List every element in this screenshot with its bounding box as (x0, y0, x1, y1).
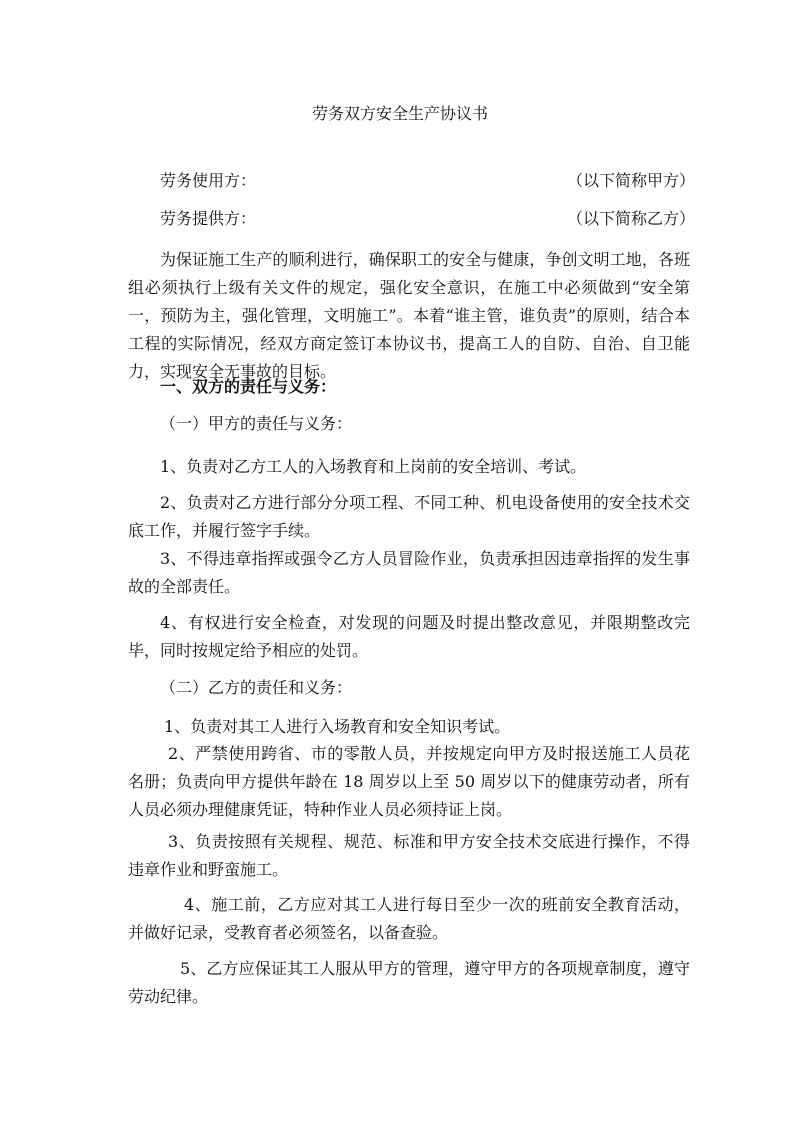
party-b-line (128, 208, 695, 230)
party-a-note: （以下简称甲方） (566, 171, 695, 190)
party-b-subheading: （二）乙方的责任和义务： (160, 678, 353, 697)
section-heading: 一、双方的责任与义务： (160, 377, 337, 396)
party-b-item-2: 2、严禁使用跨省、市的零散人员，并按规定向甲方及时报送施工人员花名册；负责向甲方提供年龄在 18 周岁以上至 50 周岁以下的健康劳动者，所有人员必须办理健康凭证，特种作业人员必须持证上岗。 (128, 744, 690, 819)
party-a-item-4: 4、有权进行安全检查，对发现的问题及时提出整改意见，并限期整改完毕，同时按规定给予相应的处罚。 (128, 613, 690, 660)
party-a-subheading: （一）甲方的责任与义务： (160, 414, 353, 433)
party-a-line (128, 170, 695, 192)
party-a-label: 劳务使用方： (160, 171, 257, 190)
party-a-item-3: 3、不得违章指挥或强令乙方人员冒险作业，负责承担因违章指挥的发生事故的全部责任。 (128, 549, 690, 596)
document-title: 劳务双方安全生产协议书 (311, 104, 488, 123)
party-a-item-1: 1、负责对乙方工人的入场教育和上岗前的安全培训、考试。 (160, 457, 587, 476)
party-b-label: 劳务提供方： (160, 209, 257, 228)
party-b-item-1: 1、负责对其工人进行入场教育和安全知识考试。 (164, 717, 511, 736)
party-b-note: （以下简称乙方） (566, 209, 695, 228)
party-a-item-2: 2、负责对乙方进行部分分项工程、不同工种、机电设备使用的安全技术交底工作，并履行签字手续。 (128, 493, 690, 540)
party-b-item-4: 4、施工前，乙方应对其工人进行每日至少一次的班前安全教育活动，并做好记录，受教育者必须签名，以备查验。 (128, 895, 690, 942)
party-b-item-5: 5、乙方应保证其工人服从甲方的管理，遵守甲方的各项规章制度，遵守劳动纪律。 (128, 959, 690, 1006)
party-b-item-3: 3、负责按照有关规程、规范、标准和甲方安全技术交底进行操作，不得违章作业和野蛮施工。 (128, 832, 690, 879)
intro-paragraph: 为保证施工生产的顺利进行，确保职工的安全与健康，争创文明工地，各班组必须执行上级有关文件的规定，强化安全意识，在施工中必须做到“安全第一，预防为主，强化管理，文明施工”。本着“谁主管，谁负责”的原则，结合本工程的实际情况，经双方商定签订本协议书，提高工人的自防、自治、自卫能力，实现安全无事故的目标。 (128, 250, 690, 381)
